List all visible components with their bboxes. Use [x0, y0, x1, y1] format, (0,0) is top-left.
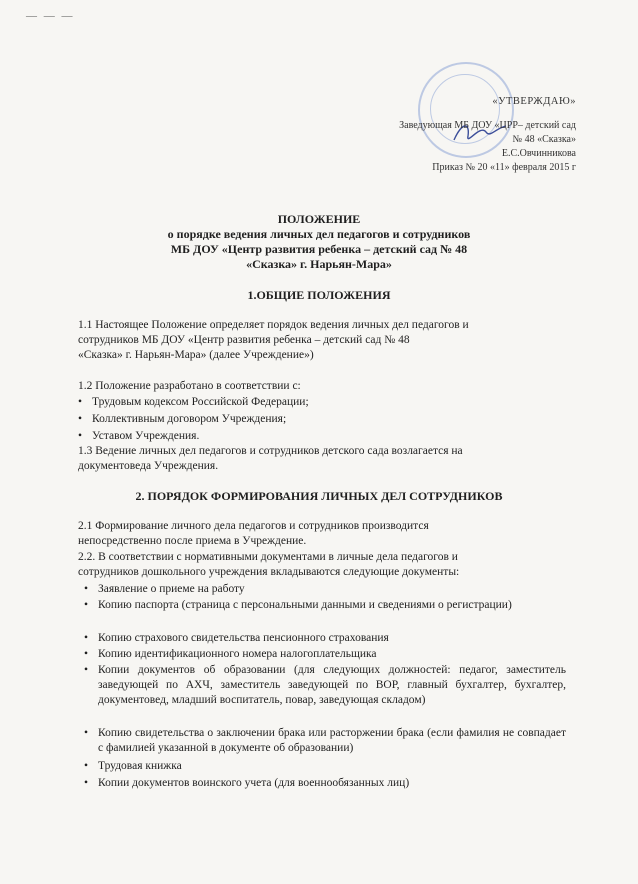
list-item: • Копию идентификационного номера налогоплательщика [84, 648, 377, 660]
para-2-2-line2: сотрудников дошкольного учреждения вкладываются следующие документы: [78, 566, 460, 578]
list-item: • Копию страхового свидетельства пенсионного страхования [84, 632, 389, 644]
corner-mark: — — — [26, 10, 75, 22]
list-item: • Копию паспорта (страница с персональными данными и сведениями о регистрации) [84, 599, 512, 611]
list-item: • Заявление о приеме на работу [84, 583, 245, 595]
list-item: • Копии документов об образовании (для следующих должностей: педагог, заместитель заведующей по АХЧ, заместитель заведующей по ВОР, главный бухгалтер, бухгалтер, документовед, младший воспитатель, повар, заведующая складом) [84, 664, 566, 706]
para-1-1-line3: «Сказка» г. Нарьян-Мара» (далее Учреждение») [78, 349, 314, 361]
para-1-3-line2: документоведа Учреждения. [78, 460, 219, 472]
list-item: • Копию свидетельства о заключении брака или расторжении брака (если фамилия не совпадает с фамилией указанной в документе об образовании) [84, 727, 566, 754]
doc-subtitle-1: о порядке ведения личных дел педагогов и сотрудников [167, 227, 471, 241]
approval-line-4: Приказ № 20 «11» февраля 2015 г [432, 162, 576, 173]
list-item: • Трудовая книжка [84, 760, 182, 772]
para-2-2-line1: 2.2. В соответствии с нормативными документами в личные дела педагогов и [78, 551, 458, 563]
approval-block [399, 95, 576, 175]
para-2-1-line2: непосредственно после приема в Учреждение. [78, 535, 307, 547]
section1-heading: 1.ОБЩИЕ ПОЛОЖЕНИЯ [247, 288, 391, 302]
doc-subtitle-2: МБ ДОУ «Центр развития ребенка – детский сад № 48 [170, 242, 468, 256]
approval-title: «УТВЕРЖДАЮ» [492, 96, 576, 107]
approval-line-2: № 48 «Сказка» [512, 134, 576, 145]
para-1-1-line1: 1.1 Настоящее Положение определяет порядок ведения личных дел педагогов и [78, 319, 469, 331]
para-1-1-line2: сотрудников МБ ДОУ «Центр развития ребенка – детский сад № 48 [78, 334, 410, 346]
para-2-1-line1: 2.1 Формирование личного дела педагогов и сотрудников производится [78, 520, 429, 532]
para-1-2: 1.2 Положение разработано в соответствии с: [78, 380, 301, 392]
approval-line-3: Е.С.Овчинникова [501, 148, 576, 159]
list-item: • Коллективным договором Учреждения; [78, 413, 287, 425]
section2-heading: 2. ПОРЯДОК ФОРМИРОВАНИЯ ЛИЧНЫХ ДЕЛ СОТРУДНИКОВ [135, 489, 503, 503]
doc-title: ПОЛОЖЕНИЕ [277, 212, 361, 226]
para-1-3-line1: 1.3 Ведение личных дел педагогов и сотрудников детского сада возлагается на [78, 445, 463, 457]
list-item: • Копии документов воинского учета (для военнообязанных лиц) [84, 777, 410, 789]
doc-subtitle-3: «Сказка» г. Нарьян-Мара» [246, 257, 392, 271]
list-item: • Уставом Учреждения. [78, 430, 200, 442]
list-item: • Трудовым кодексом Российской Федерации; [78, 396, 309, 408]
approval-line-1: Заведующая МБ ДОУ «ЦРР– детский сад [399, 120, 576, 131]
